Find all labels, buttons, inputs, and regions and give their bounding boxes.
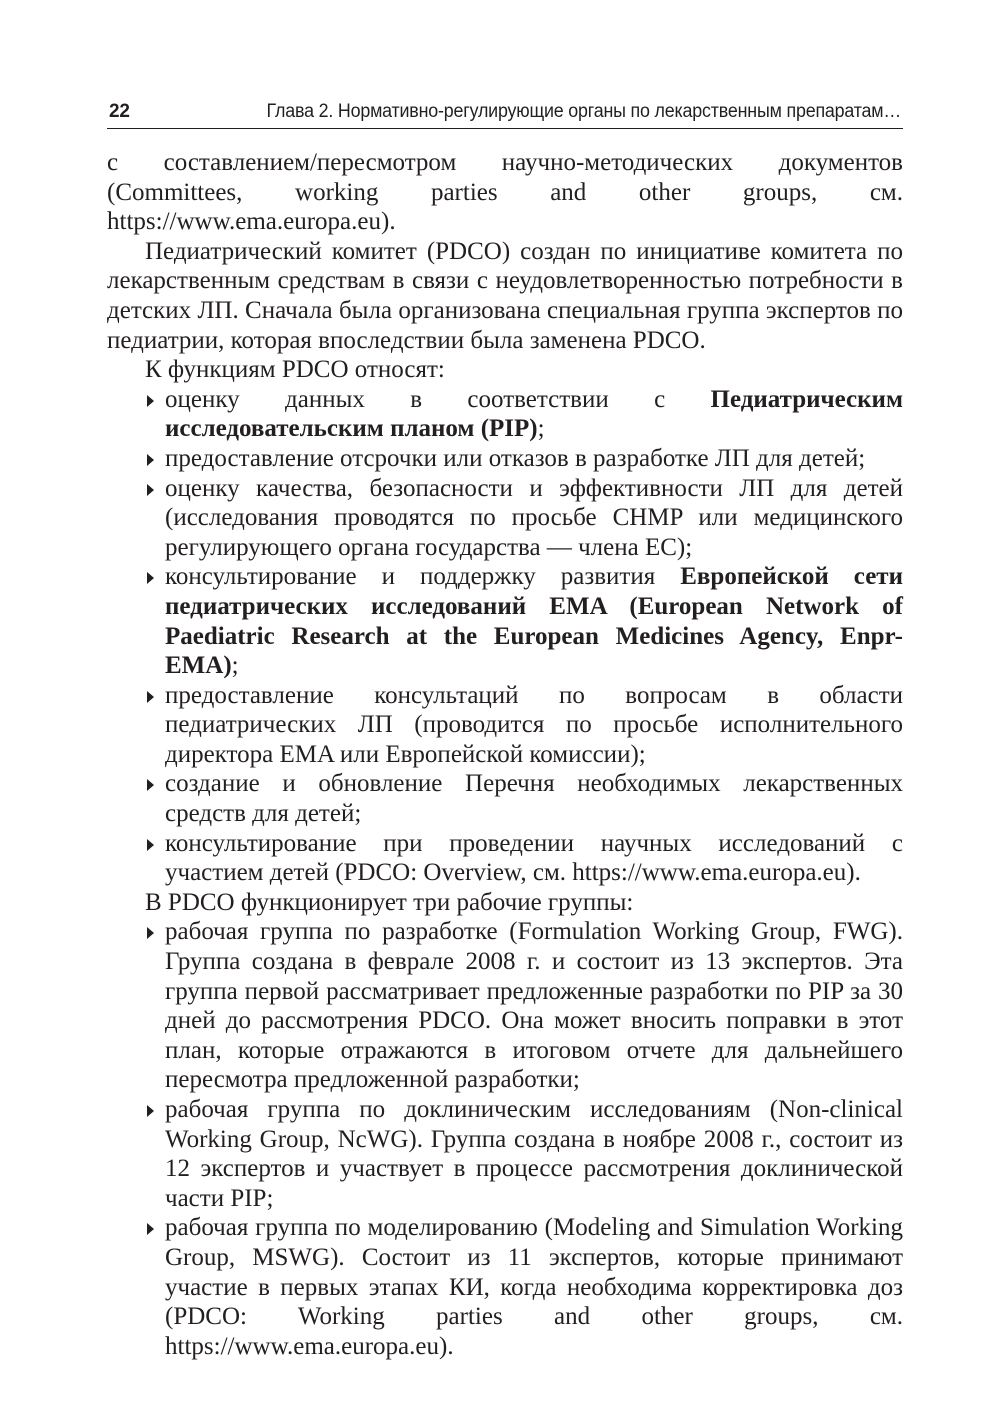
list-item <box>107 681 903 770</box>
working-groups-list <box>107 917 903 1361</box>
triangle-bullet-icon <box>147 484 154 496</box>
paragraph-continuation: с составлением/пересмотром научно-методических документов (Committees, working parties and other groups, см. https://www.ema.europa.eu). <box>107 149 903 236</box>
chapter-title: Глава 2. Нормативно-регулирующие органы по лекарственным препаратам… <box>266 101 901 122</box>
list-item <box>107 829 903 888</box>
list-item-text: рабочая группа по моделированию (Modeling and Simulation Working Group, MSWG). Состоит из 11 экспертов, которые принимают участие в первых этапах КИ, когда необходима корректировка доз (PDCO: Working parties and other groups, см. https://www.ema.europa.eu). <box>165 1214 903 1360</box>
list-item <box>107 385 903 444</box>
list-item <box>107 1213 903 1361</box>
running-head <box>107 98 903 129</box>
triangle-bullet-icon <box>147 839 154 851</box>
triangle-bullet-icon <box>147 779 154 791</box>
list-item <box>107 917 903 1095</box>
list-item-punct: ; <box>231 652 239 680</box>
triangle-bullet-icon <box>147 1223 154 1235</box>
page-body <box>107 148 903 1361</box>
list-item-text: предоставление консультаций по вопросам в области педиатрических ЛП (проводится по просьбе исполнительного директора EMA или Европейской комиссии); <box>165 681 903 768</box>
list-item-text: предоставление отсрочки или отказов в разработке ЛП для детей; <box>165 444 866 472</box>
list-item-punct: ; <box>537 415 545 443</box>
list-item-text: создание и обновление Перечня необходимых лекарственных средств для детей; <box>165 770 903 828</box>
triangle-bullet-icon <box>147 1105 154 1117</box>
triangle-bullet-icon <box>147 691 154 703</box>
list-item-text: консультирование и поддержку развития <box>165 563 681 591</box>
triangle-bullet-icon <box>147 454 154 466</box>
list-item-text: оценку качества, безопасности и эффективности ЛП для детей (исследования проводятся по просьбе CHMP или медицинского регулирующего органа государства — члена ЕС); <box>165 474 903 561</box>
functions-list <box>107 385 903 888</box>
paragraph-pdco-intro: Педиатрический комитет (PDCO) создан по инициативе комитета по лекарственным средствам в связи с неудовлетворенностью потребности в детских ЛП. Сначала была организована специальная группа экспертов по педиатрии, которая впоследствии была заменена PDCO. <box>107 237 903 354</box>
page-number: 22 <box>109 101 130 122</box>
list-item-text: рабочая группа по доклиническим исследованиям (Non-clinical Working Group, NcWG). Группа создана в ноябре 2008 г., состоит из 12 экспертов и участвует в процессе рассмотрения доклинической части PIP; <box>165 1096 903 1212</box>
list-item-bold-term: Европейской сети педиатрических исследований EMA (European Network of Paediatric Research at the European Medicines Agency, Enpr-EMA) <box>165 563 903 680</box>
list-item <box>107 444 903 474</box>
list-item <box>107 1095 903 1213</box>
triangle-bullet-icon <box>147 572 154 584</box>
list-item <box>107 562 903 680</box>
triangle-bullet-icon <box>147 395 154 407</box>
list-item-text: рабочая группа по разработке (Formulation Working Group, FWG). Группа создана в феврале 2008 г. и состоит из 13 экспертов. Эта группа первой рассматривает предложенные разработки по PIP за 30 дней до рассмотрения PDCO. Она может вносить поправки в этот план, которые отражаются в итоговом отчете для дальнейшего пересмотра предложенной разработки; <box>165 918 903 1094</box>
list-item <box>107 769 903 828</box>
list-item-text: оценку данных в соответствии с <box>165 385 711 413</box>
paragraph-functions-lead: К функциям PDCO относят: <box>145 356 445 384</box>
list-item-bold-term: Педиатрическим исследовательским планом (PIP) <box>165 385 903 443</box>
list-item <box>107 474 903 563</box>
paragraph-groups-lead: В PDCO функционирует три рабочие группы: <box>145 888 634 916</box>
list-item-text: консультирование при проведении научных исследований с участием детей (PDCO: Overview, см. https://www.ema.europa.eu). <box>165 829 903 887</box>
triangle-bullet-icon <box>147 927 154 939</box>
